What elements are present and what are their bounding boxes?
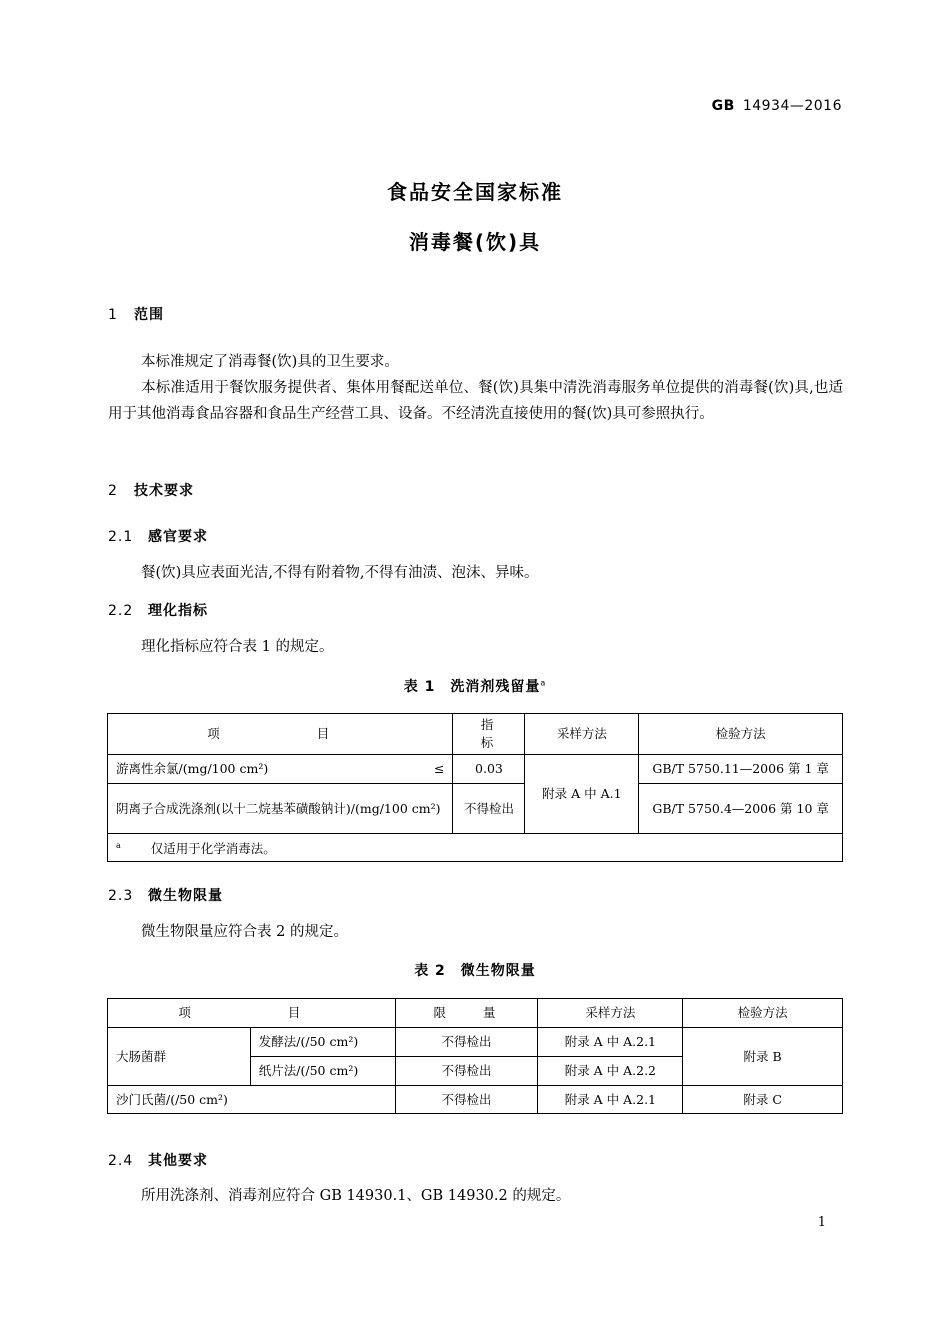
caption-footnote-mark: a <box>540 678 547 688</box>
section-title: 其他要求 <box>148 1153 208 1169</box>
section-title: 感官要求 <box>148 529 208 545</box>
table-footnote: $^a$ 仅适用于化学消毒法。 <box>108 834 843 862</box>
header-test-method: 检验方法 <box>639 714 843 755</box>
table-row <box>108 755 843 784</box>
header-sampling-method: 采样方法 <box>525 714 639 755</box>
table-2-caption: 表 2 微生物限量 <box>414 963 536 979</box>
section-title: 理化指标 <box>148 603 208 619</box>
section-2-3-heading <box>108 885 223 905</box>
table-row <box>108 1028 843 1057</box>
coliform-test-method: 附录 B <box>683 1028 843 1086</box>
table-row <box>108 784 843 834</box>
section-number: 2.3 <box>108 888 134 904</box>
section-2-1-heading <box>108 526 208 546</box>
section-2-4-heading <box>108 1150 208 1170</box>
table-footnote-row <box>108 834 843 862</box>
row-test-method: 附录 C <box>683 1086 843 1114</box>
table-header-row <box>108 714 843 755</box>
section-2-2-paragraph: 理化指标应符合表 1 的规定。 <box>141 639 334 655</box>
coliform-group-cell: 大肠菌群 <box>108 1028 251 1086</box>
row-limit: 不得检出 <box>395 1028 538 1057</box>
header-limit: 限 量 <box>395 999 538 1028</box>
section-number: 2.2 <box>108 603 134 619</box>
section-title: 微生物限量 <box>148 888 223 904</box>
table-1-caption: 表 1 洗消剂残留量$^a$ <box>403 678 547 695</box>
row-limit: 不得检出 <box>395 1057 538 1086</box>
section-number: 2.4 <box>108 1153 134 1169</box>
header-item: 项 目 <box>108 714 453 755</box>
row-test-method: GB/T 5750.11—2006 第 1 章 <box>639 755 843 784</box>
section-1-heading <box>108 304 164 324</box>
row-test-method: GB/T 5750.4—2006 第 10 章 <box>639 784 843 834</box>
section-2-2-heading <box>108 600 208 620</box>
row-item: 游离性余氯/(mg/100 cm²) ≤ <box>108 755 453 784</box>
footnote-mark: a <box>116 840 121 850</box>
less-equal-symbol: ≤ <box>434 761 445 776</box>
section-number: 2 <box>108 483 118 499</box>
sampling-method-cell: 附录 A 中 A.1 <box>525 755 639 834</box>
header-indicator: 指 标 <box>453 714 525 755</box>
section-title: 范围 <box>134 307 164 323</box>
header-item: 项 目 <box>108 999 396 1028</box>
document-subtitle: 消毒餐(饮)具 <box>408 230 542 254</box>
row-limit: 不得检出 <box>395 1086 538 1114</box>
row-sampling: 附录 A 中 A.2.1 <box>538 1028 683 1057</box>
standard-number: 14934—2016 <box>742 98 842 114</box>
table-1 <box>107 713 843 862</box>
row-subitem: 纸片法/(/50 cm²) <box>250 1057 395 1086</box>
table-header-row <box>108 999 843 1028</box>
table-row <box>108 1086 843 1114</box>
section-2-3-paragraph: 微生物限量应符合表 2 的规定。 <box>141 924 348 940</box>
page-number: 1 <box>817 1215 826 1230</box>
section-1-paragraph-2: 本标准适用于餐饮服务提供者、集体用餐配送单位、餐(饮)具集中清洗消毒服务单位提供的消毒餐(饮)具,也适用于其他消毒食品容器和食品生产经营工具、设备。不经清洗直接使用的餐(饮)具可参照执行。 <box>108 380 843 422</box>
gb-prefix: GB <box>711 98 735 114</box>
section-title: 技术要求 <box>134 483 194 499</box>
section-number: 2.1 <box>108 529 134 545</box>
row-subitem: 发酵法/(/50 cm²) <box>250 1028 395 1057</box>
row-sampling: 附录 A 中 A.2.2 <box>538 1057 683 1086</box>
section-2-1-paragraph: 餐(饮)具应表面光洁,不得有附着物,不得有油渍、泡沫、异味。 <box>141 565 539 581</box>
table-2 <box>107 998 843 1114</box>
header-sampling-method: 采样方法 <box>538 999 683 1028</box>
section-1-paragraph-1: 本标准规定了消毒餐(饮)具的卫生要求。 <box>141 354 399 370</box>
row-sampling: 附录 A 中 A.2.1 <box>538 1086 683 1114</box>
header-test-method: 检验方法 <box>683 999 843 1028</box>
section-2-4-paragraph: 所用洗涤剂、消毒剂应符合 GB 14930.1、GB 14930.2 的规定。 <box>141 1188 571 1204</box>
row-item: 阴离子合成洗涤剂(以十二烷基苯磺酸钠计)/(mg/100 cm²) <box>108 784 453 834</box>
document-title: 食品安全国家标准 <box>387 180 563 204</box>
row-value: 不得检出 <box>453 784 525 834</box>
row-item: 沙门氏菌/(/50 cm²) <box>108 1086 396 1114</box>
section-number: 1 <box>108 307 118 323</box>
row-value: 0.03 <box>453 755 525 784</box>
section-2-heading <box>108 480 194 500</box>
document-code <box>712 98 842 114</box>
